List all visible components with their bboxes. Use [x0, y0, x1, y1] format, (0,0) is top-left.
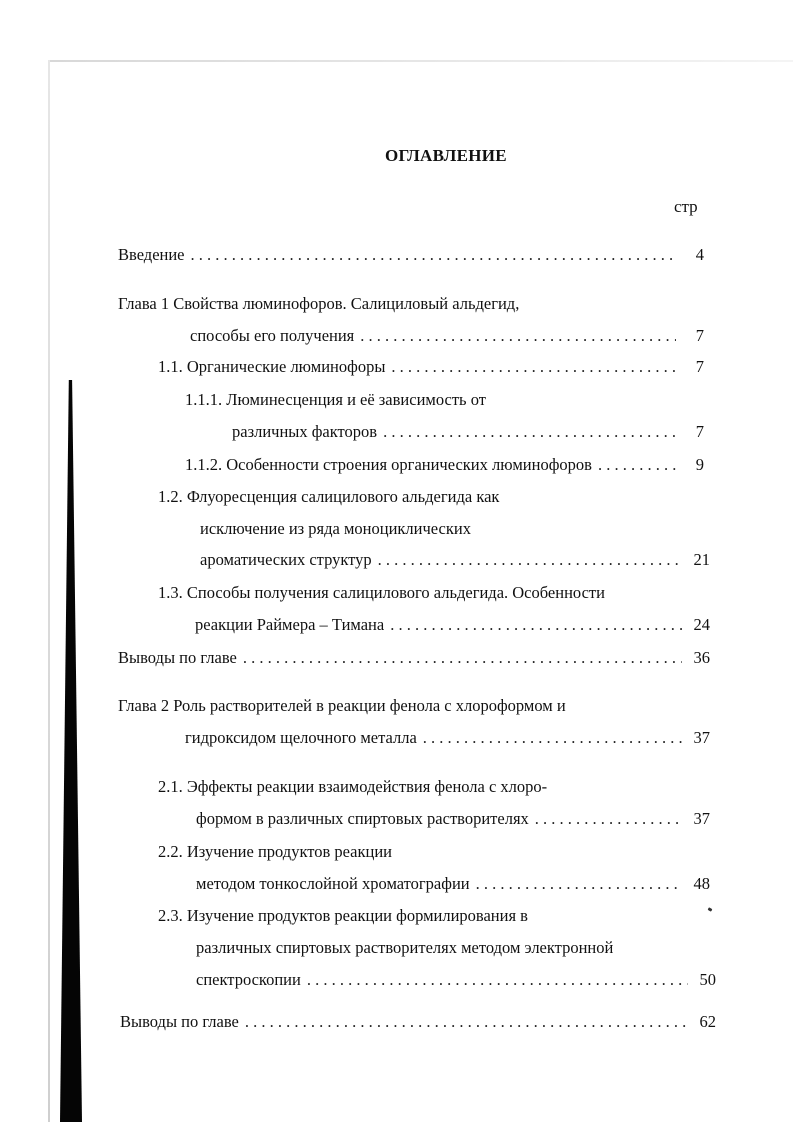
toc-entry-label: реакции Раймера – Тимана — [195, 615, 385, 634]
toc-entry-label: Введение — [118, 245, 185, 264]
scan-speck — [708, 907, 713, 912]
toc-section-1-1-1 — [232, 421, 704, 443]
toc-page-number: 37 — [693, 809, 710, 828]
toc-page-number: 37 — [693, 728, 710, 747]
toc-page-number: 7 — [695, 326, 704, 345]
toc-entry-label: 1.1.2. Особенности строения органических люминофоров — [185, 455, 592, 474]
scan-edge-top — [48, 60, 793, 62]
toc-entry-label: различных факторов — [232, 422, 378, 441]
toc-chapter-2 — [185, 727, 710, 749]
toc-section-1-1-2 — [185, 454, 704, 476]
leader-dots — [423, 727, 682, 749]
toc-page-number: 9 — [695, 455, 704, 474]
toc-section-1-1-1-line1: 1.1.1. Люминесценция и её зависимость от — [185, 390, 486, 409]
toc-page-number: 7 — [695, 422, 704, 441]
toc-section-1-2-line2: исключение из ряда моноциклических — [200, 519, 471, 538]
leader-dots — [245, 1011, 688, 1033]
toc-section-1-3 — [195, 614, 710, 636]
toc-section-1-1 — [158, 356, 704, 378]
leader-dots — [383, 421, 676, 443]
toc-entry-label: методом тонкослойной хроматографии — [196, 874, 470, 893]
toc-page-number: 50 — [699, 970, 716, 989]
toc-conclusions-1 — [118, 647, 710, 669]
toc-page-number: 36 — [693, 648, 710, 667]
toc-entry-label: Выводы по главе — [120, 1012, 239, 1031]
toc-conclusions-2 — [120, 1011, 716, 1033]
toc-section-1-2-line1: 1.2. Флуоресценция салицилового альдегида как — [158, 487, 500, 506]
toc-entry-label: ароматических структур — [200, 550, 372, 569]
leader-dots — [476, 873, 682, 895]
toc-section-2-3 — [196, 969, 716, 991]
toc-entry-intro — [118, 244, 704, 266]
toc-chapter-1-line1: Глава 1 Свойства люминофоров. Салициловый альдегид, — [118, 294, 520, 313]
toc-page-number: 4 — [695, 245, 704, 264]
leader-dots — [390, 614, 682, 636]
binding-shadow — [60, 380, 82, 1122]
toc-section-2-3-line1: 2.3. Изучение продуктов реакции формилирования в — [158, 906, 528, 925]
toc-page-number: 21 — [693, 550, 710, 569]
toc-section-2-1-line1: 2.1. Эффекты реакции взаимодействия фенола с хлоро- — [158, 777, 548, 796]
toc-section-2-1 — [196, 808, 710, 830]
leader-dots — [535, 808, 682, 830]
leader-dots — [243, 647, 682, 669]
toc-page-number: 62 — [699, 1012, 716, 1031]
toc-page-number: 24 — [693, 615, 710, 634]
toc-entry-label: 1.1. Органические люминофоры — [158, 357, 386, 376]
page-column-label: стр — [674, 197, 698, 216]
leader-dots — [360, 325, 676, 347]
scan-edge-left — [48, 60, 50, 1122]
leader-dots — [191, 244, 676, 266]
toc-section-2-2-line1: 2.2. Изучение продуктов реакции — [158, 842, 393, 861]
toc-entry-label: формом в различных спиртовых растворителях — [196, 809, 529, 828]
leader-dots — [598, 454, 676, 476]
toc-chapter-2-line1: Глава 2 Роль растворителей в реакции фенола с хлороформом и — [118, 696, 566, 715]
toc-section-2-3-line2: различных спиртовых растворителях методом электронной — [196, 938, 614, 957]
toc-page-number: 7 — [695, 357, 704, 376]
toc-section-1-3-line1: 1.3. Способы получения салицилового альдегида. Особенности — [158, 583, 605, 602]
toc-section-1-2 — [200, 549, 710, 571]
leader-dots — [391, 356, 676, 378]
toc-entry-label: спектроскопии — [196, 970, 301, 989]
toc-chapter-1 — [190, 325, 704, 347]
leader-dots — [307, 969, 688, 991]
toc-entry-label: способы его получения — [190, 326, 355, 345]
toc-entry-label: гидроксидом щелочного металла — [185, 728, 417, 747]
toc-entry-label: Выводы по главе — [118, 648, 237, 667]
page-title: ОГЛАВЛЕНИЕ — [385, 146, 507, 165]
toc-section-2-2 — [196, 873, 710, 895]
toc-page-number: 48 — [693, 874, 710, 893]
leader-dots — [378, 549, 682, 571]
